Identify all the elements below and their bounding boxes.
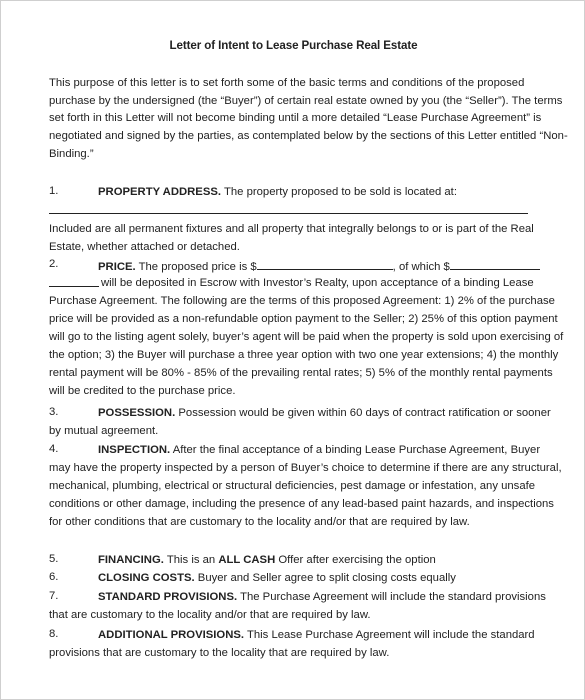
intro-line: Binding.” [49, 148, 94, 160]
section-4-lead [98, 443, 540, 457]
section-4-text: After the final acceptance of a binding Lease Purchase Agreement, Buyer [170, 444, 541, 456]
section-4-line: may have the property inspected by a person of Buyer’s choice to determine if there are any structural, [49, 462, 562, 474]
section-3-lead [98, 406, 551, 420]
section-2-heading: PRICE. [98, 261, 136, 273]
section-3-number: 3. [49, 406, 59, 418]
section-6-number: 6. [49, 571, 59, 583]
section-2-line: price will be provided as a non-refundable option payment to the Seller; 2) 25% of this option payment [49, 313, 558, 325]
deposit-blank [450, 258, 540, 270]
section-5-lead [98, 553, 436, 567]
section-1-lead [98, 185, 457, 199]
section-2-line: the option; 3) the Buyer will purchase a three year option with two one year extensions; 4) the monthly [49, 349, 559, 361]
intro-line: negotiated and signed by the parties, as contemplated below by the sections of this Letter entitled “Non- [49, 130, 568, 142]
section-5-bold: ALL CASH [218, 554, 276, 566]
intro-line: purchase by the undersigned (the “Buyer”) of certain real estate owned by you (the “Seller”). The terms [49, 95, 563, 107]
section-5-text-a: This is an [163, 554, 219, 566]
section-7-line: that are customary to the locality and/or that are required by law. [49, 609, 371, 621]
section-8-lead [98, 628, 535, 642]
section-4-line: for other conditions that are customary to the locality and/or that are required by law. [49, 516, 470, 528]
section-6-heading: CLOSING COSTS. [98, 572, 195, 584]
section-7-text: The Purchase Agreement will include the standard provisions [237, 591, 546, 603]
section-7-heading: STANDARD PROVISIONS. [98, 591, 238, 603]
section-3-line: by mutual agreement. [49, 425, 159, 437]
deposit-continuation-blank [49, 286, 99, 287]
section-1-line: Estate, whether attached or detached. [49, 241, 240, 253]
section-2-line: rental payment will be 80% - 85% of the prevailing rental rates; 5) 5% of the monthly rental payments [49, 367, 553, 379]
section-3-heading: POSSESSION. [98, 407, 176, 419]
section-2-line: will be deposited in Escrow with Investor’s Realty, upon acceptance of a binding Lease [101, 277, 534, 289]
section-5-text-b: Offer after exercising the option [275, 554, 436, 566]
section-1-number: 1. [49, 185, 59, 197]
intro-line: set forth in this Letter will not become binding until a more detailed “Lease Purchase Agreement” is [49, 112, 542, 124]
section-1-heading: PROPERTY ADDRESS. [98, 186, 222, 198]
section-4-number: 4. [49, 443, 59, 455]
section-4-heading: INSPECTION. [98, 444, 171, 456]
price-blank [257, 258, 393, 270]
section-2-line: will go to the listing agent solely, buyer’s agent will be paid when the property is sold upon exercising of [49, 331, 564, 343]
section-2-number: 2. [49, 258, 59, 270]
section-7-number: 7. [49, 590, 59, 602]
section-1-text: The property proposed to be sold is located at: [221, 186, 457, 198]
section-2-text-a: The proposed price is $ [135, 261, 257, 273]
section-2-lead [98, 258, 540, 274]
section-2-text-b: , of which $ [392, 261, 450, 273]
section-8-number: 8. [49, 628, 59, 640]
section-4-line: conditions or other damage, including the presence of any lead-based paint hazards, and inspections [49, 498, 554, 510]
intro-line: This purpose of this letter is to set forth some of the basic terms and conditions of the proposed [49, 77, 525, 89]
address-blank-line [49, 213, 528, 214]
section-8-heading: ADDITIONAL PROVISIONS. [98, 629, 245, 641]
section-2-line: Purchase Agreement. The following are the terms of this proposed Agreement: 1) 2% of the purchase [49, 295, 555, 307]
section-5-heading: FINANCING. [98, 554, 164, 566]
section-2-line: will be credited to the purchase price. [49, 385, 236, 397]
document-title: Letter of Intent to Lease Purchase Real Estate [169, 39, 418, 52]
section-8-text: This Lease Purchase Agreement will include the standard [244, 629, 535, 641]
section-6-text: Buyer and Seller agree to split closing costs equally [194, 572, 456, 584]
section-5-number: 5. [49, 553, 59, 565]
section-7-lead [98, 590, 546, 604]
section-6-lead [98, 571, 456, 585]
section-8-line: provisions that are customary to the locality that are required by law. [49, 647, 390, 659]
section-3-text: Possession would be given within 60 days of contract ratification or sooner [175, 407, 551, 419]
section-1-line: Included are all permanent fixtures and all property that integrally belongs to or is part of the Real [49, 223, 534, 235]
section-4-line: mechanical, plumbing, electrical or structural deficiencies, pest damage or infestation, any unsafe [49, 480, 536, 492]
